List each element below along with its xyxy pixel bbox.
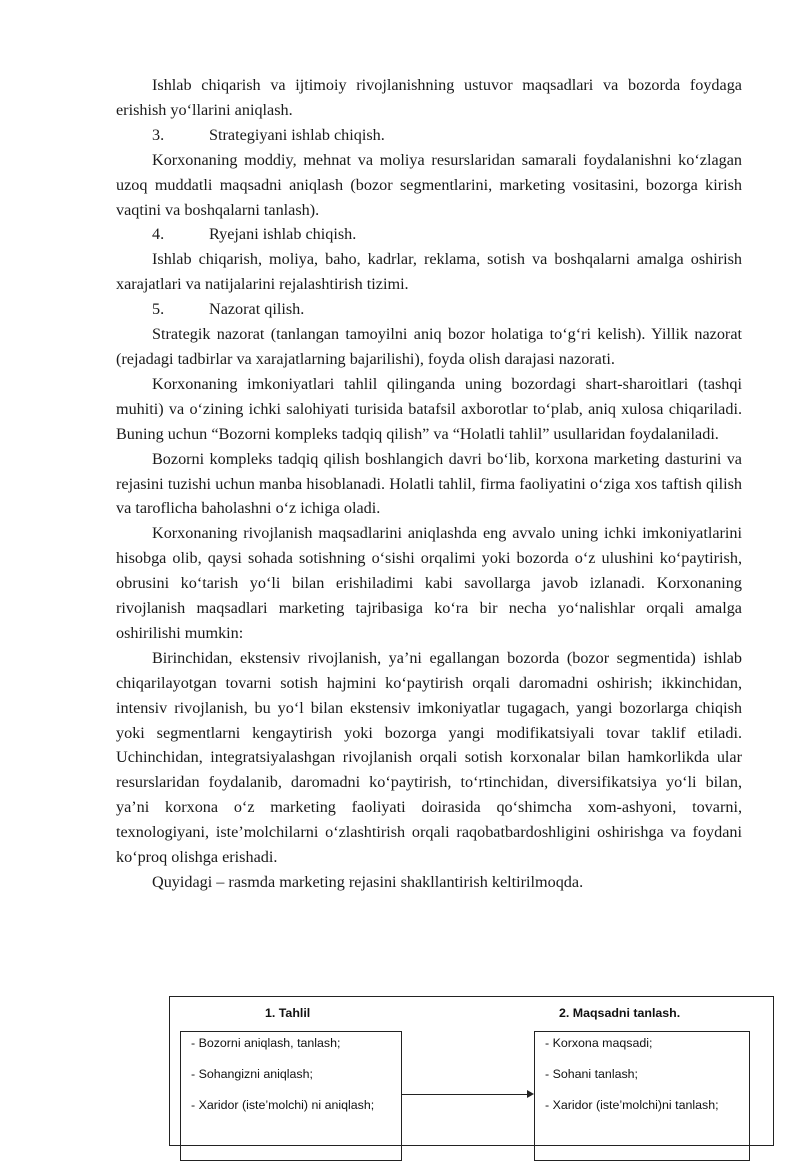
- arrow-right-icon: [527, 1090, 534, 1098]
- paragraph: Korxonaning moddiy, mehnat va moliya resurslaridan samarali foydalanishni ko‘zlagan uzoq muddatli maqsadni aniqlash (bozor segmentlarini, marketing vositasini, bozorga kirish vaqtini va boshqalarni tanlash).: [116, 150, 742, 219]
- document-body: [116, 73, 742, 895]
- paragraph: Korxonaning imkoniyatlari tahlil qilinganda uning bozordagi shart-sharoitlari (tashqi muhiti) va o‘zining ichki salohiyati turisida batafsil axborotlar to‘plab, aniq xulosa chiqariladi. Buning uchun “Bozorni kompleks tadqiq qilish” va “Holatli tahlil” usullaridan foydalaniladi.: [116, 374, 742, 443]
- heading-text: Strategiyani ishlab chiqish.: [209, 125, 385, 144]
- paragraph: Ishlab chiqarish va ijtimoiy rivojlanishning ustuvor maqsadlari va bozorda foydaga erishish yo‘llarini aniqlash.: [116, 76, 742, 119]
- paragraph: Bozorni kompleks tadqiq qilish boshlangich davri bo‘lib, korxona marketing dasturini va rejasini tuzishi uchun manba hisoblanadi. Holatli tahlil, firma faoliyatini o‘ziga xos taftish qilish va taroflicha baholashni o‘z ichiga oladi.: [116, 449, 742, 518]
- paragraph: Ishlab chiqarish, moliya, baho, kadrlar, reklama, sotish va boshqalarni amalga oshirish xarajatlari va natijalarini rejalashtirish tizimi.: [116, 250, 742, 294]
- goal-selection-box: [534, 1031, 750, 1161]
- paragraph: Korxonaning rivojlanish maqsadlarini aniqlashda eng avvalo uning ichki imkoniyatlarini hisobga olib, qaysi sohada sotishning o‘sishi orqalimi yoki bozorda o‘z ulushini ko‘paytirish, obrusini ko‘tarish yo‘li bilan erishiladimi kabi savollarga javob izlanadi. Korxonaning rivojlanish maqsadlari marketing tajribasiga ko‘ra bir necha yo‘nalishlar orqali amalga oshirilishi mumkin:: [116, 524, 742, 642]
- connector-arrow-line: [402, 1094, 530, 1095]
- diagram-left-title: 1. Tahlil: [265, 1006, 311, 1020]
- analysis-box: [180, 1031, 402, 1161]
- analysis-item: - Sohangizni aniqlash;: [191, 1067, 313, 1081]
- paragraph: Strategik nazorat (tanlangan tamoyilni aniq bozor holatiga to‘g‘ri kelish). Yillik nazorat (rejadagi tadbirlar va xarajatlarning bajarilishi), foyda olish darajasi nazorati.: [116, 325, 742, 368]
- analysis-item: - Xaridor (iste’molchi) ni aniqlash;: [191, 1098, 375, 1112]
- heading-number: 4.: [152, 225, 165, 244]
- numbered-heading: [116, 297, 742, 322]
- heading-text: Ryejani ishlab chiqish.: [209, 225, 357, 244]
- heading-number: 3.: [152, 125, 165, 144]
- goal-item: - Xaridor (iste’molchi)ni tanlash;: [545, 1098, 719, 1112]
- paragraph: Birinchidan, ekstensiv rivojlanish, ya’ni egallangan bozorda (bozor segmentida) ishlab chiqarilayotgan tovarni sotish hajmini ko‘paytirish orqali daromadni oshirish; ikkinchidan, intensiv rivojlanish, bu yo‘l bilan ekstensiv imkoniyatlar tugagach, yangi bozorlarga chiqish yoki segmentlarni kengaytirish yoki bozorga yangi modifikatsiyali tovar taklif etiladi. Uchinchidan, integratsiyalashgan rivojlanish orqali sotish korxonalar bilan hamkorlikda ular resurslaridan foydalanib, daromadni ko‘paytirish, to‘rtinchidan, diversifikatsiya yo‘li bilan, ya’ni korxona o‘z marketing faoliyati doirasida qo‘shimcha xom-ashyoni, tovarni, texnologiyani, iste’molchilarni o‘zlashtirish orqali raqobatbardoshligini oshirishga va foydani ko‘proq olishga erishadi.: [116, 648, 742, 867]
- diagram-right-title: 2. Maqsadni tanlash.: [559, 1006, 681, 1020]
- heading-text: Nazorat qilish.: [209, 300, 305, 319]
- analysis-item: - Bozorni aniqlash, tanlash;: [191, 1036, 341, 1050]
- paragraph: Quyidagi – rasmda marketing rejasini shakllantirish keltirilmoqda.: [152, 873, 584, 891]
- heading-number: 5.: [152, 300, 165, 319]
- goal-item: - Korxona maqsadi;: [545, 1036, 653, 1050]
- marketing-plan-diagram: [169, 996, 774, 1146]
- numbered-heading: [116, 123, 742, 148]
- goal-item: - Sohani tanlash;: [545, 1067, 638, 1081]
- numbered-heading: [116, 222, 742, 247]
